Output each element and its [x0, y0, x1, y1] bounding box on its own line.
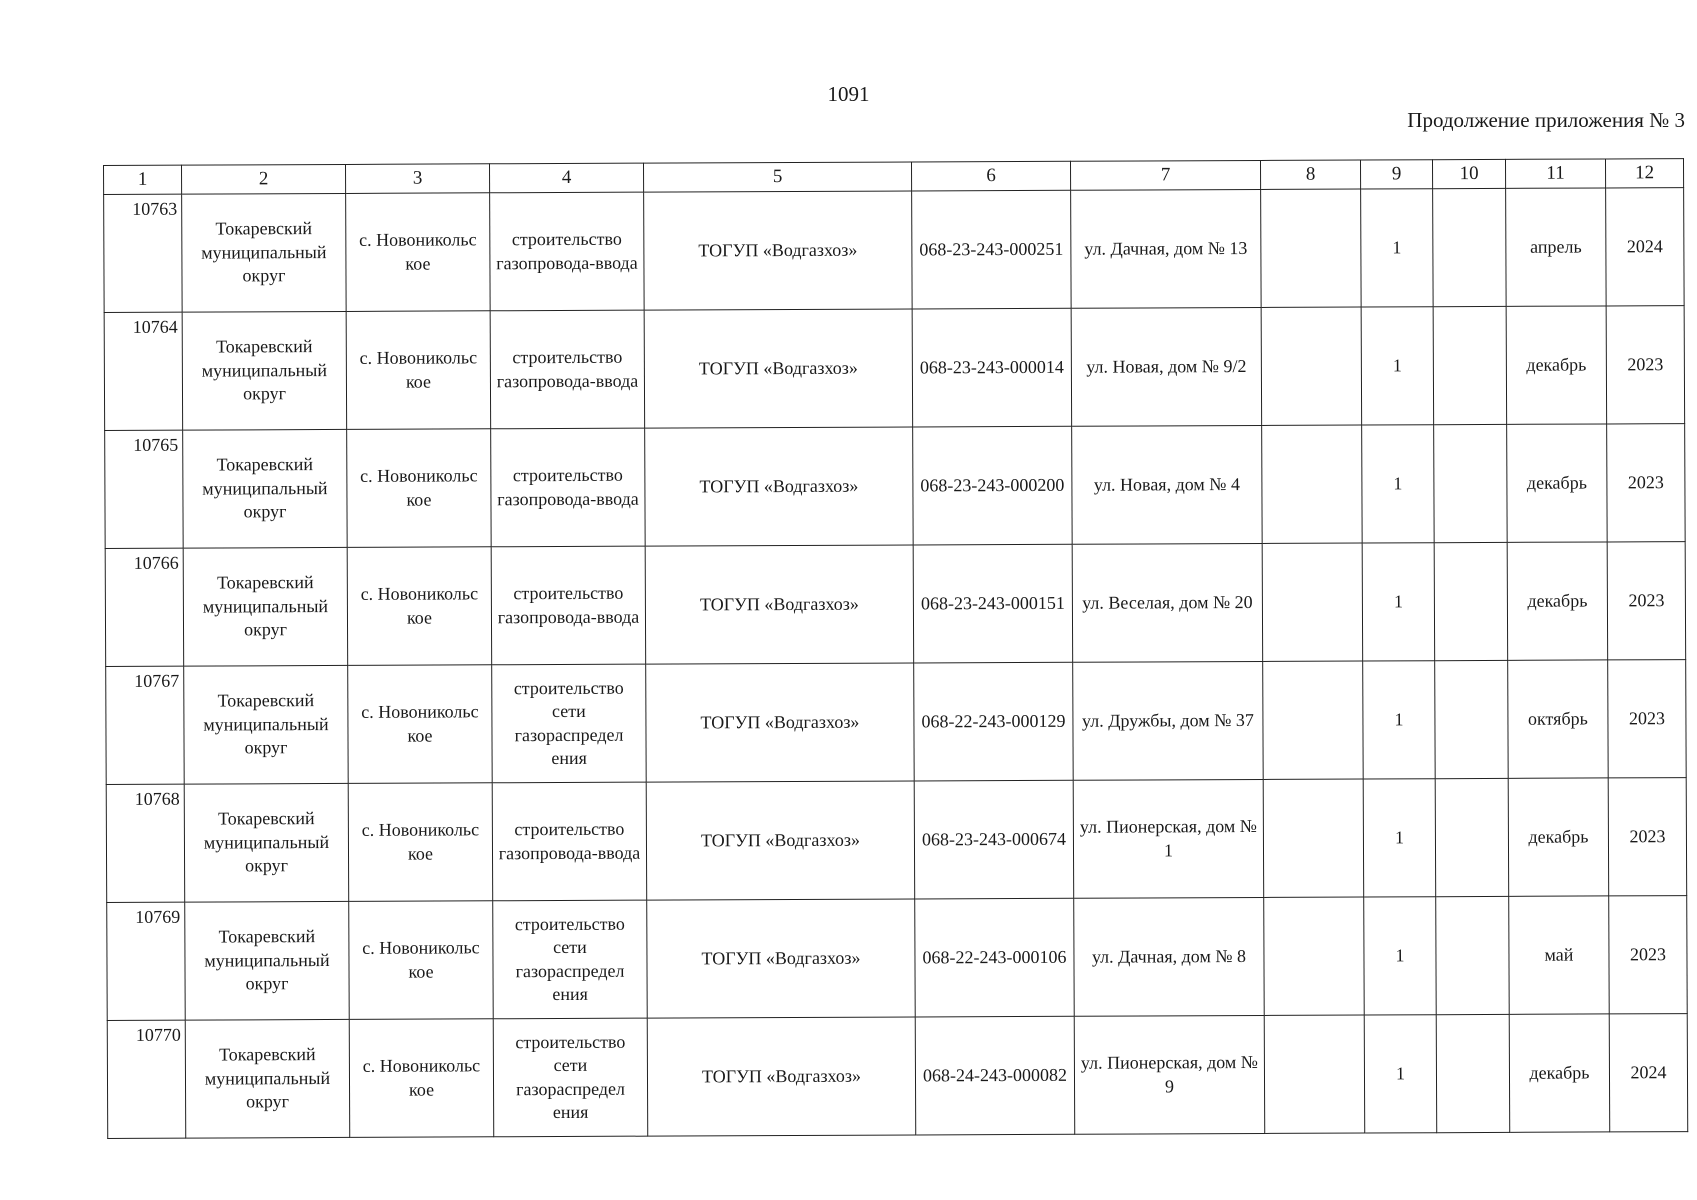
- month-cell: декабрь: [1507, 542, 1608, 660]
- work-type-cell: строительство газопровода-ввода: [492, 782, 647, 901]
- col10-cell: [1433, 306, 1507, 424]
- organization-cell: ТОГУП «Водгазхоз»: [647, 899, 916, 1018]
- year-cell: 2023: [1609, 896, 1688, 1014]
- address-cell: ул. Дружбы, дом № 37: [1073, 661, 1264, 780]
- code-cell: 068-23-243-000151: [913, 544, 1073, 663]
- year-cell: 2023: [1607, 542, 1686, 660]
- district-cell: Токаревский муниципальный округ: [184, 665, 349, 784]
- month-cell: апрель: [1506, 188, 1607, 306]
- district-cell: Токаревский муниципальный округ: [183, 547, 348, 666]
- district-cell: Токаревский муниципальный округ: [185, 901, 350, 1020]
- month-cell: декабрь: [1509, 1014, 1610, 1132]
- organization-cell: ТОГУП «Водгазхоз»: [646, 781, 915, 900]
- table-body: [104, 188, 1688, 1139]
- column-header: 9: [1360, 160, 1432, 189]
- district-cell: Токаревский муниципальный округ: [182, 193, 347, 312]
- col9-cell: 1: [1361, 307, 1434, 425]
- column-header: 8: [1260, 160, 1360, 189]
- col9-cell: 1: [1364, 897, 1437, 1015]
- code-cell: 068-23-243-000251: [912, 190, 1072, 309]
- table-row: [104, 188, 1684, 313]
- month-cell: декабрь: [1508, 778, 1609, 896]
- col10-cell: [1436, 896, 1510, 1014]
- col8-cell: [1263, 661, 1364, 779]
- column-header: 5: [643, 162, 911, 192]
- col10-cell: [1435, 660, 1509, 778]
- column-header: 7: [1070, 160, 1260, 190]
- work-type-cell: строительство сети газораспредел ения: [493, 1018, 648, 1137]
- table-row: [104, 306, 1684, 431]
- month-cell: декабрь: [1507, 424, 1608, 542]
- col8-cell: [1261, 307, 1362, 425]
- organization-cell: ТОГУП «Водгазхоз»: [645, 427, 914, 546]
- year-cell: 2023: [1608, 660, 1687, 778]
- organization-cell: ТОГУП «Водгазхоз»: [645, 545, 914, 664]
- settlement-cell: с. Новоникольс кое: [349, 1019, 494, 1138]
- row-number: 10768: [106, 784, 185, 902]
- col9-cell: 1: [1363, 779, 1436, 897]
- table-row: [106, 778, 1686, 903]
- table-row: [107, 896, 1687, 1021]
- col8-cell: [1264, 1015, 1365, 1133]
- column-header: 4: [489, 163, 643, 193]
- organization-cell: ТОГУП «Водгазхоз»: [647, 1017, 916, 1136]
- row-number: 10769: [107, 902, 186, 1020]
- settlement-cell: с. Новоникольс кое: [347, 429, 492, 548]
- column-header: 10: [1432, 159, 1505, 188]
- organization-cell: ТОГУП «Водгазхоз»: [644, 309, 913, 428]
- settlement-cell: с. Новоникольс кое: [349, 901, 494, 1020]
- work-type-cell: строительство сети газораспредел ения: [493, 900, 648, 1019]
- column-header: 6: [911, 161, 1070, 191]
- district-cell: Токаревский муниципальный округ: [185, 1019, 350, 1138]
- code-cell: 068-23-243-000674: [914, 780, 1074, 899]
- year-cell: 2023: [1606, 306, 1685, 424]
- settlement-cell: с. Новоникольс кое: [346, 193, 491, 312]
- col10-cell: [1435, 778, 1509, 896]
- address-cell: ул. Пионерская, дом № 9: [1074, 1015, 1265, 1134]
- column-header: 3: [345, 164, 489, 194]
- code-cell: 068-22-243-000129: [914, 662, 1074, 781]
- table-row: [106, 660, 1686, 785]
- column-header: 2: [182, 164, 346, 194]
- work-type-cell: строительство сети газораспредел ения: [492, 664, 647, 783]
- year-cell: 2023: [1607, 424, 1686, 542]
- gasification-table: [103, 158, 1688, 1139]
- col8-cell: [1261, 189, 1362, 307]
- address-cell: ул. Веселая, дом № 20: [1072, 543, 1263, 662]
- col8-cell: [1262, 543, 1363, 661]
- table-row: [107, 1014, 1687, 1139]
- col8-cell: [1264, 897, 1365, 1015]
- table-row: [105, 424, 1685, 549]
- page-number: 1091: [827, 82, 870, 106]
- col10-cell: [1436, 1014, 1510, 1132]
- row-number: 10770: [107, 1020, 186, 1138]
- work-type-cell: строительство газопровода-ввода: [491, 428, 646, 547]
- col8-cell: [1262, 425, 1363, 543]
- year-cell: 2023: [1608, 778, 1687, 896]
- code-cell: 068-23-243-000200: [913, 426, 1073, 545]
- column-header: 12: [1605, 159, 1683, 188]
- address-cell: ул. Пионерская, дом № 1: [1073, 779, 1264, 898]
- col8-cell: [1263, 779, 1364, 897]
- work-type-cell: строительство газопровода-ввода: [490, 192, 645, 311]
- col10-cell: [1434, 542, 1508, 660]
- month-cell: декабрь: [1506, 306, 1607, 424]
- row-number: 10767: [106, 666, 185, 784]
- settlement-cell: с. Новоникольс кое: [348, 783, 493, 902]
- district-cell: Токаревский муниципальный округ: [182, 311, 347, 430]
- district-cell: Токаревский муниципальный округ: [184, 783, 349, 902]
- code-cell: 068-23-243-000014: [912, 308, 1072, 427]
- work-type-cell: строительство газопровода-ввода: [490, 310, 645, 429]
- address-cell: ул. Дачная, дом № 8: [1074, 897, 1265, 1016]
- address-cell: ул. Новая, дом № 4: [1072, 425, 1263, 544]
- col9-cell: 1: [1361, 189, 1434, 307]
- col10-cell: [1434, 424, 1508, 542]
- district-cell: Токаревский муниципальный округ: [183, 429, 348, 548]
- work-type-cell: строительство газопровода-ввода: [491, 546, 646, 665]
- row-number: 10765: [105, 430, 184, 548]
- address-cell: ул. Дачная, дом № 13: [1071, 189, 1262, 308]
- organization-cell: ТОГУП «Водгазхоз»: [644, 191, 913, 310]
- address-cell: ул. Новая, дом № 9/2: [1071, 307, 1262, 426]
- table-row: [105, 542, 1685, 667]
- col10-cell: [1433, 188, 1507, 306]
- row-number: 10763: [104, 194, 183, 312]
- col9-cell: 1: [1363, 661, 1436, 779]
- row-number: 10764: [104, 312, 183, 430]
- col9-cell: 1: [1364, 1015, 1437, 1133]
- organization-cell: ТОГУП «Водгазхоз»: [646, 663, 915, 782]
- settlement-cell: с. Новоникольс кое: [347, 547, 492, 666]
- settlement-cell: с. Новоникольс кое: [346, 311, 491, 430]
- row-number: 10766: [105, 548, 184, 666]
- code-cell: 068-24-243-000082: [915, 1016, 1075, 1135]
- year-cell: 2024: [1606, 188, 1685, 306]
- col9-cell: 1: [1362, 425, 1435, 543]
- column-header: 11: [1505, 159, 1605, 188]
- month-cell: октябрь: [1508, 660, 1609, 778]
- appendix-continuation-note: Продолжение приложения № 3: [1407, 108, 1685, 132]
- col9-cell: 1: [1362, 543, 1435, 661]
- code-cell: 068-22-243-000106: [915, 898, 1075, 1017]
- settlement-cell: с. Новоникольс кое: [348, 665, 493, 784]
- column-header: 1: [104, 165, 182, 194]
- month-cell: май: [1509, 896, 1610, 1014]
- year-cell: 2024: [1609, 1014, 1688, 1132]
